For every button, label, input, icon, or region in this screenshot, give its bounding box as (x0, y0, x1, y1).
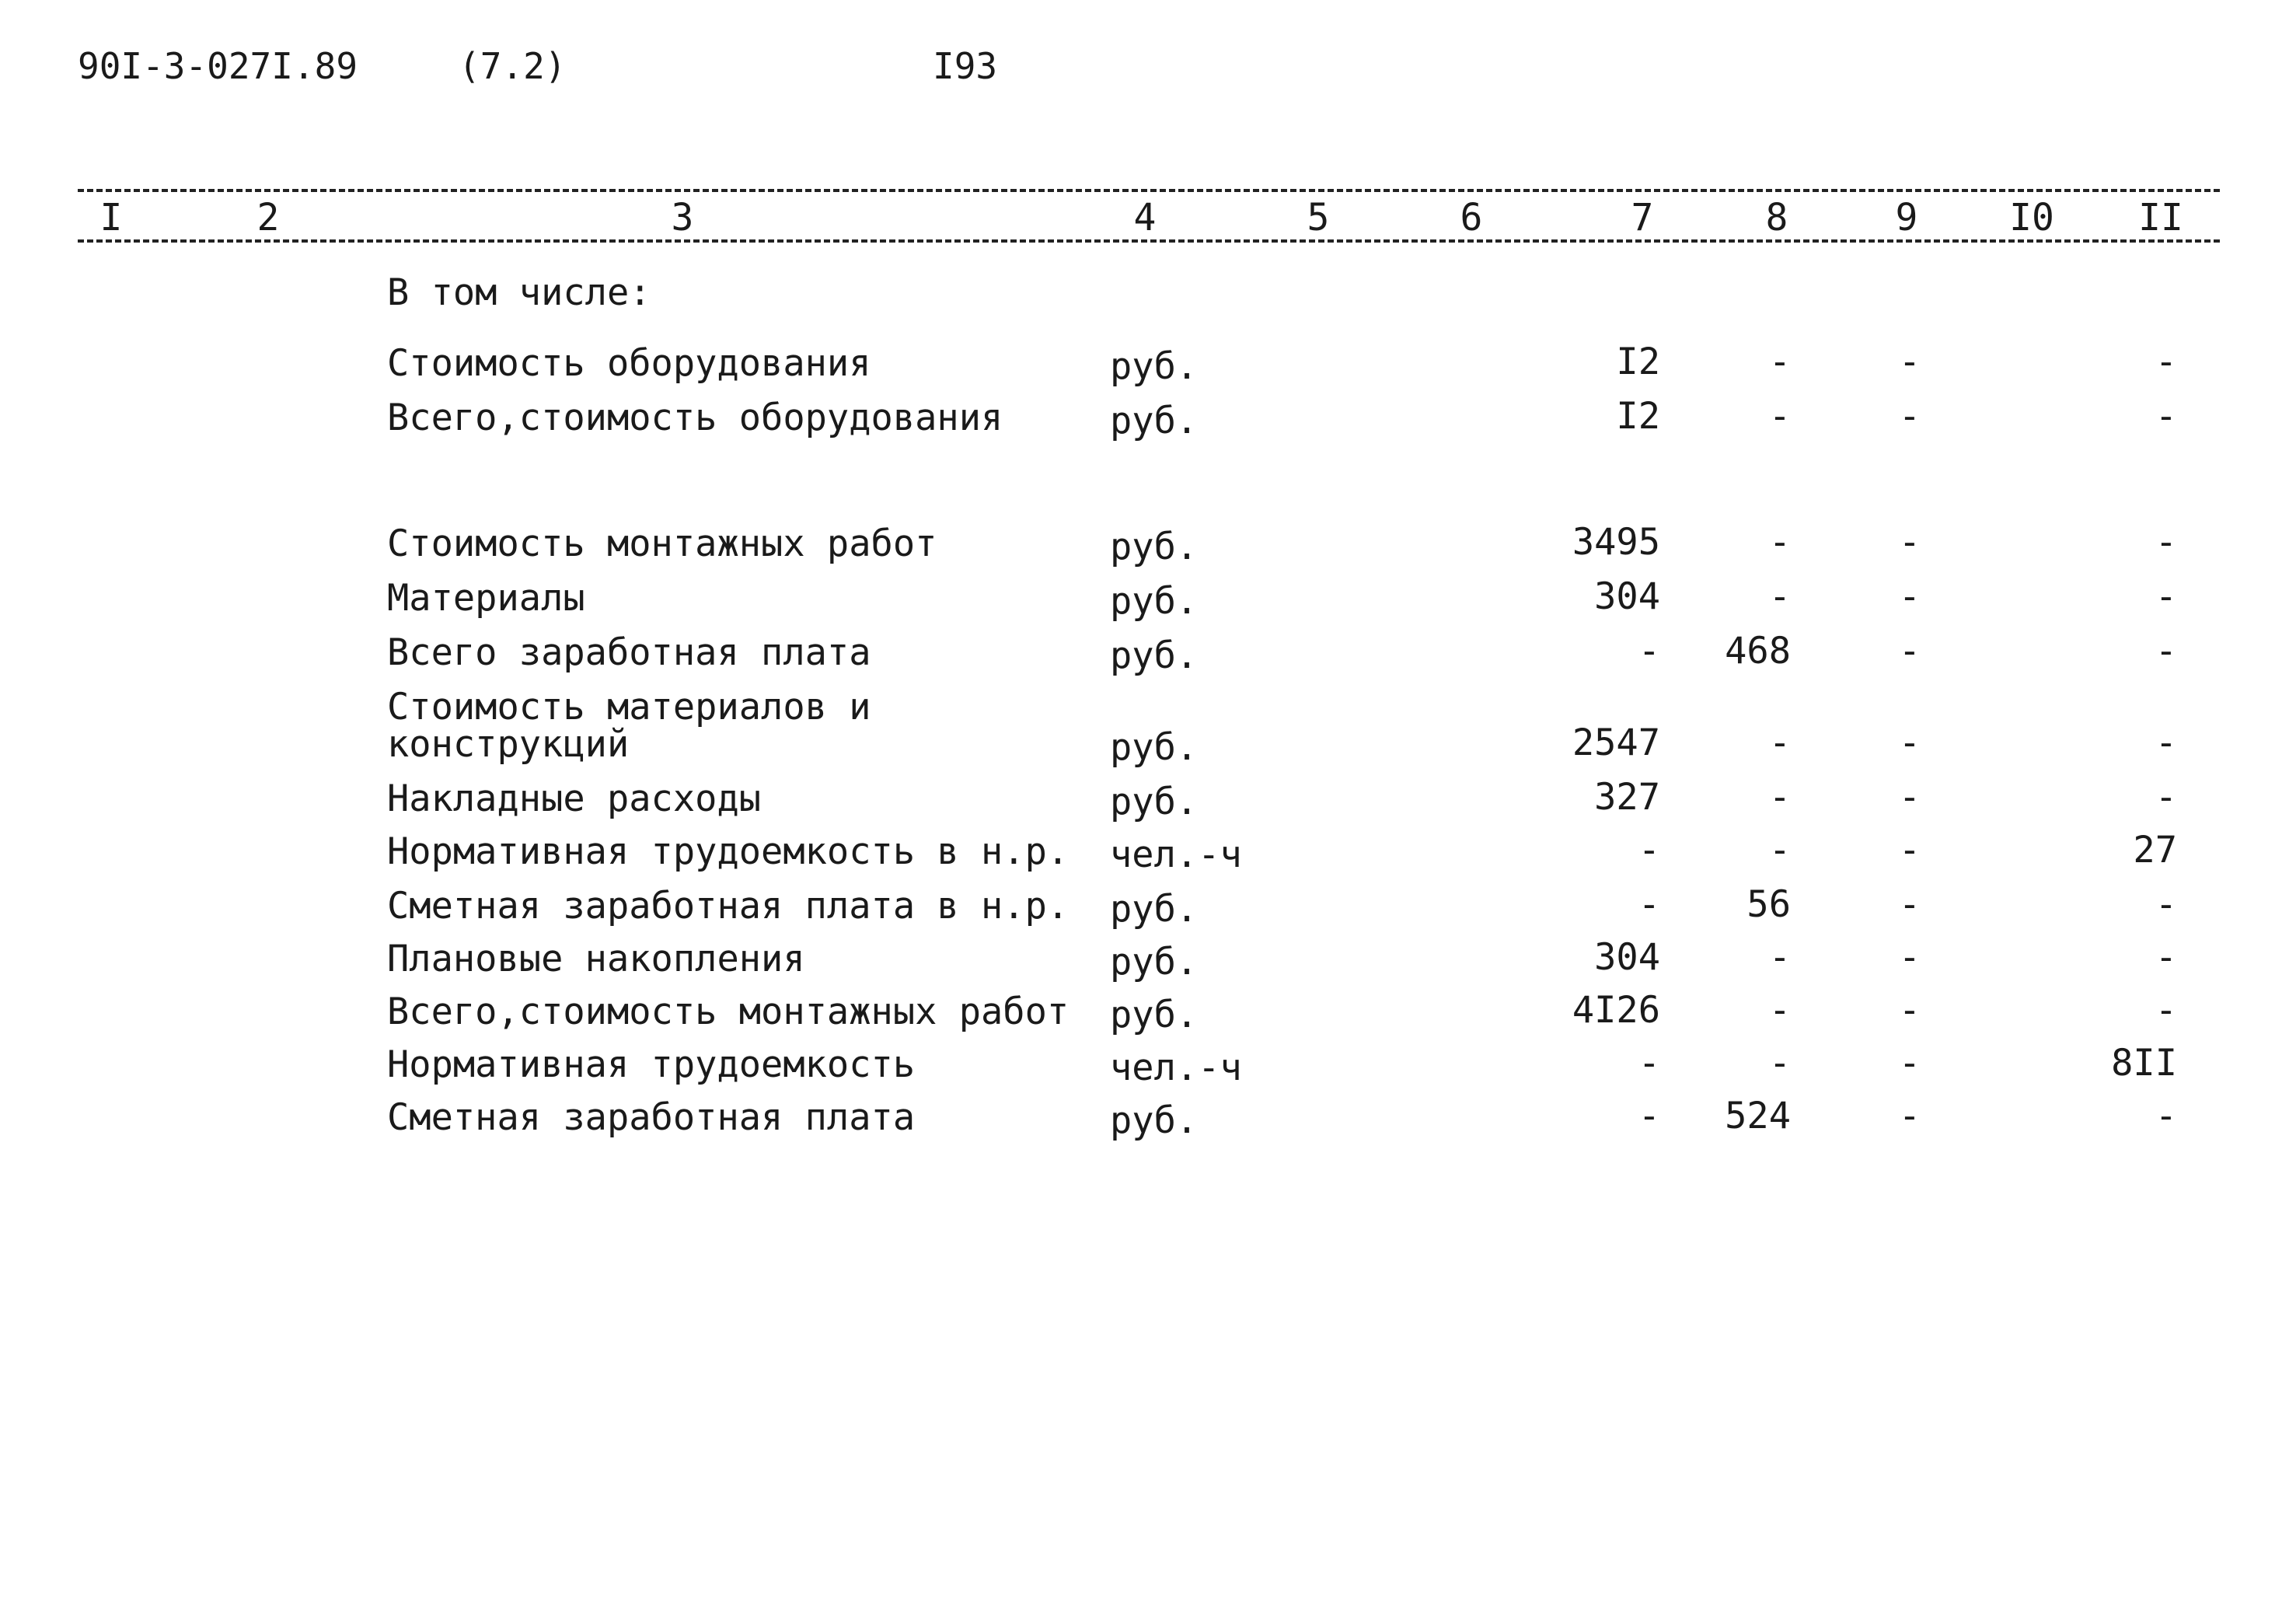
column-number: I (99, 196, 123, 239)
cell-col8: - (1768, 521, 1791, 564)
cell-col7: - (1638, 1042, 1660, 1085)
row-label: Нормативная трудоемкость (387, 1043, 916, 1086)
column-number: I0 (2009, 196, 2054, 239)
header-bottom-rule (78, 239, 2220, 243)
cell-col8: - (1768, 989, 1791, 1032)
cell-col9: - (1898, 721, 1921, 764)
column-number: 2 (256, 196, 280, 239)
row-unit: руб. (1110, 941, 1199, 983)
cell-col7: 327 (1594, 776, 1660, 819)
row-label: Стоимость монтажных работ (387, 522, 937, 565)
row-label: Всего,стоимость монтажных работ (387, 990, 1069, 1033)
cell-col11: - (2155, 883, 2177, 926)
row-unit: руб. (1110, 580, 1199, 623)
document-code: 90I-3-027I.89 (78, 45, 358, 87)
cell-col9: - (1898, 936, 1921, 979)
row-unit: руб. (1110, 400, 1199, 442)
column-number: 6 (1460, 196, 1483, 239)
cell-col9: - (1898, 395, 1921, 438)
row-label: Накладные расходы (387, 777, 762, 820)
cell-col9: - (1898, 776, 1921, 819)
row-unit: руб. (1110, 994, 1199, 1036)
cell-col8: - (1768, 936, 1791, 979)
cell-col11: - (2155, 575, 2177, 618)
row-unit: чел.-ч (1110, 833, 1242, 876)
row-unit: руб. (1110, 345, 1199, 388)
row-label: Стоимость материалов и конструкций (387, 686, 871, 766)
cell-col8: - (1768, 829, 1791, 872)
section-number: (7.2) (459, 45, 567, 87)
column-number: 8 (1765, 196, 1788, 239)
cell-col11: - (2155, 521, 2177, 564)
cell-col7: - (1638, 883, 1660, 926)
cell-col8: 524 (1725, 1095, 1791, 1137)
row-label: Сметная заработная плата в н.р. (387, 885, 1069, 928)
cell-col11: 27 (2133, 829, 2177, 872)
column-number: 3 (671, 196, 694, 239)
cell-col8: - (1768, 395, 1791, 438)
header-top-rule (78, 189, 2220, 192)
cell-col9: - (1898, 1042, 1921, 1085)
cell-col7: I2 (1616, 341, 1660, 383)
cell-col7: 3495 (1572, 521, 1660, 564)
row-unit: руб. (1110, 526, 1199, 568)
cell-col8: 468 (1725, 630, 1791, 672)
cell-col11: - (2155, 341, 2177, 383)
cell-col11: - (2155, 721, 2177, 764)
row-label: Сметная заработная плата (387, 1096, 916, 1139)
cell-col7: - (1638, 630, 1660, 672)
cell-col9: - (1898, 575, 1921, 618)
row-label: Всего,стоимость оборудования (387, 397, 1003, 439)
column-number: 4 (1133, 196, 1157, 239)
cell-col8: 56 (1746, 883, 1791, 926)
cell-col7: I2 (1616, 395, 1660, 438)
cell-col8: - (1768, 721, 1791, 764)
cell-col9: - (1898, 1095, 1921, 1137)
column-number: II (2138, 196, 2183, 239)
cell-col7: 2547 (1572, 721, 1660, 764)
cell-col11: - (2155, 776, 2177, 819)
cell-col11: - (2155, 395, 2177, 438)
cell-col7: - (1638, 829, 1660, 872)
cell-col8: - (1768, 1042, 1791, 1085)
cell-col9: - (1898, 630, 1921, 672)
row-label: Плановые накопления (387, 938, 805, 980)
cell-col11: 8II (2111, 1042, 2177, 1085)
row-label: Всего заработная плата (387, 631, 871, 674)
cell-col7: 304 (1594, 936, 1660, 979)
cell-col7: 4I26 (1572, 989, 1660, 1032)
row-label: Стоимость оборудования (387, 342, 871, 385)
cell-col11: - (2155, 1095, 2177, 1137)
cell-col9: - (1898, 341, 1921, 383)
row-label: Материалы (387, 577, 585, 620)
cell-col7: - (1638, 1095, 1660, 1137)
cell-col9: - (1898, 521, 1921, 564)
row-label: Нормативная трудоемкость в н.р. (387, 830, 1069, 873)
row-unit: руб. (1110, 726, 1199, 769)
cell-col8: - (1768, 575, 1791, 618)
column-number: 9 (1895, 196, 1918, 239)
cell-col7: 304 (1594, 575, 1660, 618)
column-number: 7 (1631, 196, 1654, 239)
cell-col9: - (1898, 883, 1921, 926)
row-unit: чел.-ч (1110, 1046, 1242, 1089)
row-unit: руб. (1110, 888, 1199, 931)
row-unit: руб. (1110, 634, 1199, 677)
cell-col8: - (1768, 776, 1791, 819)
cell-col9: - (1898, 989, 1921, 1032)
cell-col11: - (2155, 936, 2177, 979)
column-number: 5 (1307, 196, 1330, 239)
page-number: I93 (933, 45, 998, 87)
cell-col9: - (1898, 829, 1921, 872)
cell-col11: - (2155, 989, 2177, 1032)
intro-text: В том числе: (387, 271, 651, 314)
cell-col8: - (1768, 341, 1791, 383)
row-unit: руб. (1110, 1099, 1199, 1142)
row-unit: руб. (1110, 781, 1199, 823)
cell-col11: - (2155, 630, 2177, 672)
